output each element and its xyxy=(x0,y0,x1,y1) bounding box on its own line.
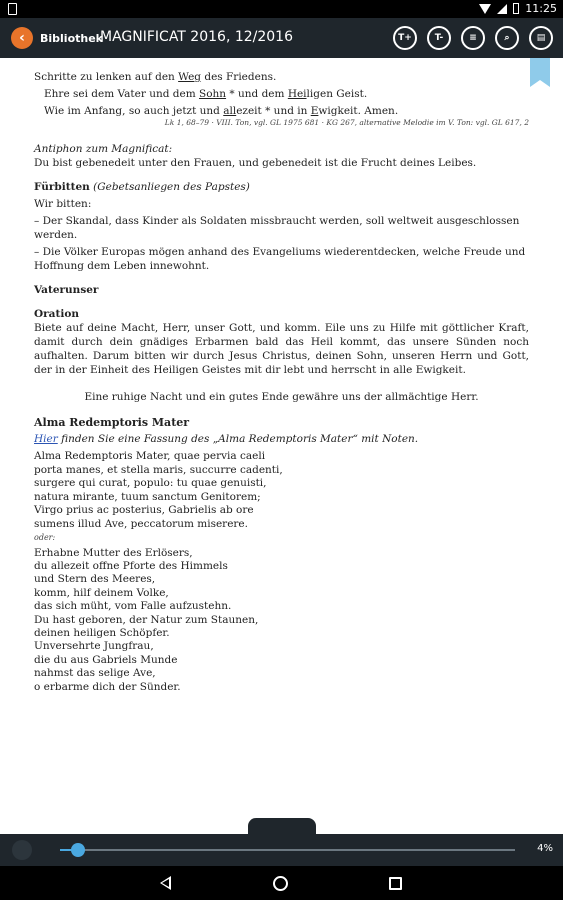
or-label: oder: xyxy=(34,532,56,542)
german-line: Du hast geboren, der Natur zum Staunen, xyxy=(34,613,259,626)
latin-line: porta manes, et stella maris, succurre cadenti, xyxy=(34,463,283,476)
intercessions-intro: Wir bitten: xyxy=(34,198,92,210)
latin-text xyxy=(34,450,529,532)
system-nav-bar xyxy=(0,866,563,900)
bookmark-ribbon-icon[interactable] xyxy=(530,58,550,80)
progress-slider[interactable] xyxy=(60,849,515,851)
alma-notes-line: Hier finden Sie eine Fassung des „Alma Redemptoris Mater“ mit Noten. xyxy=(34,433,419,445)
wifi-icon xyxy=(479,4,491,14)
notes-link[interactable]: Hier xyxy=(34,433,58,445)
latin-line: surgere qui curat, populo: tu quae genuisti, xyxy=(34,477,267,490)
latin-line: Virgo prius ac posterius, Gabrielis ab ore xyxy=(34,504,254,517)
nav-home-icon[interactable] xyxy=(273,876,288,891)
status-time: 11:25 xyxy=(525,2,557,15)
progress-percent: 4% xyxy=(537,843,553,854)
app-title: MAGNIFICAT 2016, 12/2016 xyxy=(100,29,293,45)
doxology-line-2: Wie im Anfang, so auch jetzt und allezeit * und in Ewigkeit. Amen. xyxy=(44,105,399,117)
signal-icon xyxy=(497,4,507,14)
nav-recents-icon[interactable] xyxy=(389,877,402,890)
font-increase-button[interactable]: T+ xyxy=(393,26,417,50)
back-label: Bibliothek xyxy=(40,31,103,45)
alma-heading: Alma Redemptoris Mater xyxy=(34,416,190,429)
latin-line: Alma Redemptoris Mater, quae pervia caeli xyxy=(34,450,266,462)
intercessions-heading: Fürbitten (Gebetsanliegen des Papstes) xyxy=(34,181,250,193)
status-icons xyxy=(479,2,557,15)
canticle-line: Schritte zu lenken auf den Weg des Friedens. xyxy=(34,71,277,83)
reader-progress-bar xyxy=(0,834,563,866)
german-line: o erbarme dich der Sünder. xyxy=(34,680,181,693)
doxology-line-1: Ehre sei dem Vater und dem Sohn * und dem Heiligen Geist. xyxy=(44,88,368,100)
progress-thumb[interactable] xyxy=(71,843,85,857)
blessing-text: Eine ruhige Nacht und ein gutes Ende gewähre uns der allmächtige Herr. xyxy=(84,391,479,403)
search-icon[interactable]: ⌕ xyxy=(495,26,519,50)
reading-content xyxy=(34,70,529,694)
oration-text: Biete auf deine Macht, Herr, unser Gott, und komm. Eile uns zu Hilfe mit göttlicher Kraft, damit durch dein gnädiges Erbarmen bald das Heil kommt, das unsere Sünden noch aufhalten. Darum bitten wir durch Jesus Christus, deinen Sohn, unseren Herrn und Gott, der in der Einheit des Heiligen Geistes mit dir lebt und herrscht in alle Ewigkeit. xyxy=(34,322,529,376)
back-to-library-button[interactable] xyxy=(11,27,103,49)
pages-icon[interactable]: ▤ xyxy=(529,26,553,50)
latin-line: sumens illud Ave, peccatorum miserere. xyxy=(34,517,248,530)
intercession-item: – Die Völker Europas mögen anhand des Evangeliums wiederentdecken, welche Freude und Hoffnung dem Leben innewohnt. xyxy=(34,246,526,272)
german-line: deinen heiligen Schöpfer. xyxy=(34,627,170,639)
antiphon-label: Antiphon zum Magnificat: xyxy=(34,143,173,155)
antiphon-text: Du bist gebenedeit unter den Frauen, und gebenedeit ist die Frucht deines Leibes. xyxy=(34,157,477,169)
latin-line: natura mirante, tuum sanctum Genitorem; xyxy=(34,490,261,503)
german-line: Erhabne Mutter des Erlösers, xyxy=(34,546,193,559)
german-line: das sich müht, vom Falle aufzustehn. xyxy=(34,600,232,613)
german-line: Unversehrte Jungfrau, xyxy=(34,640,154,653)
german-line: nahmst das selige Ave, xyxy=(34,667,156,680)
german-line: du allezeit offne Pforte des Himmels xyxy=(34,559,228,572)
page-thumbnail-icon[interactable] xyxy=(12,840,32,860)
notification-icon xyxy=(8,3,17,15)
source-reference: Lk 1, 68–79 · VIII. Ton, vgl. GL 1975 681 · KG 267, alternative Melodie im V. Ton: vgl. GL 617, 2 xyxy=(164,118,529,127)
app-bar xyxy=(0,18,563,58)
toolbar xyxy=(393,26,553,50)
lords-prayer-heading: Vaterunser xyxy=(34,284,99,296)
battery-icon xyxy=(513,3,519,14)
font-decrease-button[interactable]: T- xyxy=(427,26,451,50)
bottom-panel-handle[interactable] xyxy=(248,818,316,834)
oration-heading: Oration xyxy=(34,308,79,320)
german-line: die du aus Gabriels Munde xyxy=(34,653,178,666)
status-bar xyxy=(0,0,563,18)
intercession-item: – Der Skandal, dass Kinder als Soldaten missbraucht werden, soll weltweit ausgeschlossen werden. xyxy=(34,215,520,241)
chevron-left-icon: ‹ xyxy=(11,27,33,49)
german-line: und Stern des Meeres, xyxy=(34,573,156,586)
german-text xyxy=(34,547,529,694)
contents-menu-icon[interactable]: ≡ xyxy=(461,26,485,50)
german-line: komm, hilf deinem Volke, xyxy=(34,586,169,599)
